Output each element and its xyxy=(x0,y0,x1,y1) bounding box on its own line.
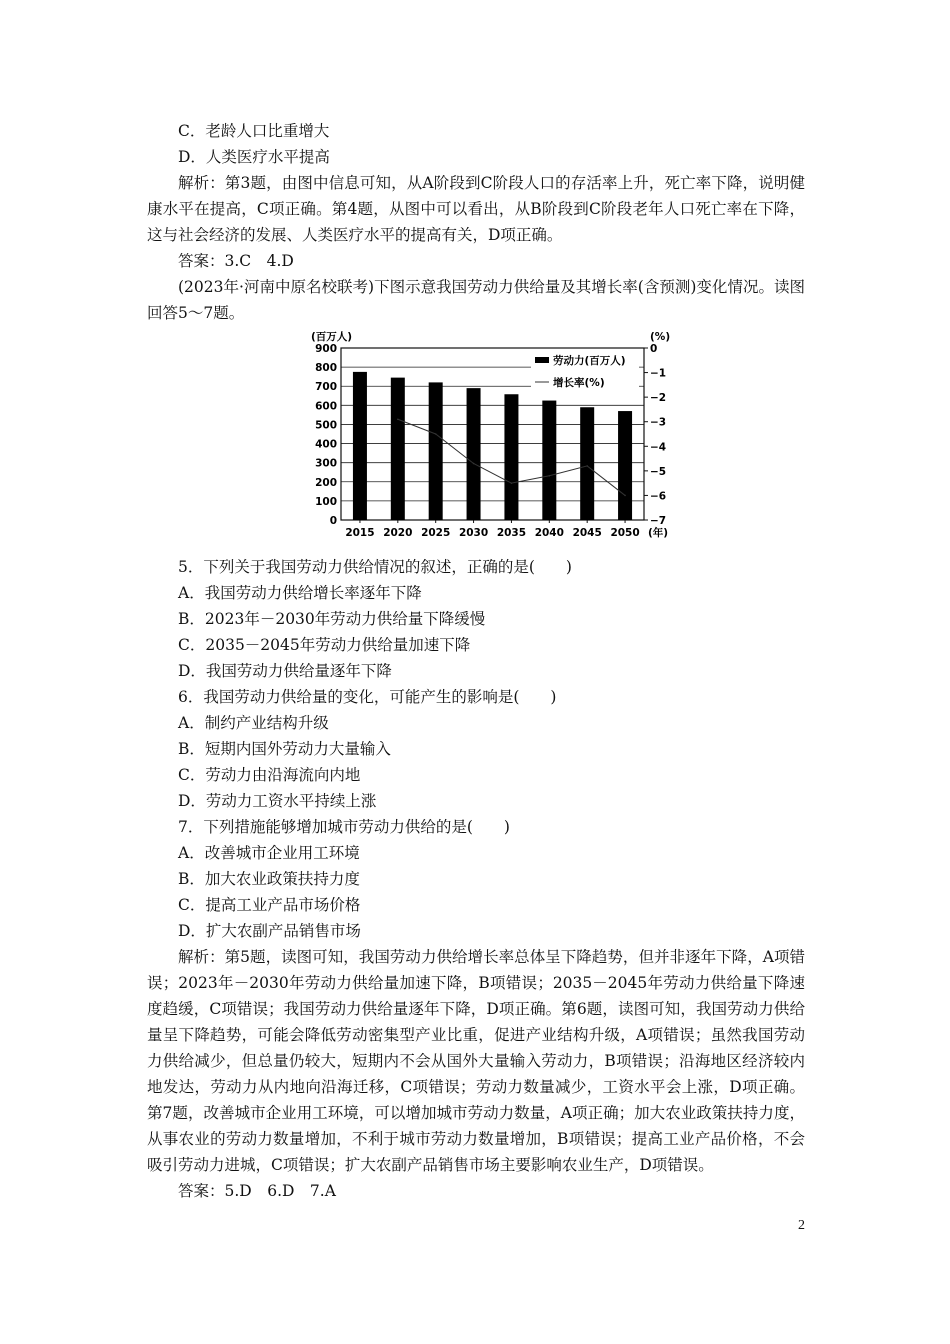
left-tick-label: 300 xyxy=(315,457,337,470)
page-number: 2 xyxy=(798,1218,805,1233)
q7-option-b: B．加大农业政策扶持力度 xyxy=(178,870,360,888)
x-tick-label: 2050 xyxy=(610,527,640,539)
q7-option-d: D．扩大农副产品销售市场 xyxy=(178,922,361,940)
q6-option-c: C．劳动力由沿海流向内地 xyxy=(178,766,361,784)
x-tick-label: 2045 xyxy=(572,527,602,539)
left-tick-label: 100 xyxy=(315,495,337,508)
right-tick-label: −4 xyxy=(650,441,667,454)
x-tick-label: 2025 xyxy=(421,527,451,539)
x-tick-label: 2015 xyxy=(345,527,375,539)
analysis-3-4: 解析：第3题，由图中信息可知，从A阶段到C阶段人口的存活率上升，死亡率下降，说明健康水平在提高，C项正确。第4题，从图中可以看出，从B阶段到C阶段老年人口死亡率在下降，这与社会经济的发展、人类医疗水平的提高有关，D项正确。 xyxy=(147,174,805,244)
right-tick-label: −5 xyxy=(650,465,667,478)
prev-option-d: D．人类医疗水平提高 xyxy=(178,148,330,166)
growth-rate-point xyxy=(624,495,626,497)
bar xyxy=(391,378,405,520)
legend-line-label: 增长率(%) xyxy=(553,377,605,389)
right-axis-label: (%) xyxy=(650,331,671,343)
right-tick-label: −6 xyxy=(650,490,667,503)
q5-stem: 5．下列关于我国劳动力供给情况的叙述，正确的是( ) xyxy=(178,558,572,576)
bar xyxy=(353,372,367,520)
growth-rate-point xyxy=(435,433,437,435)
right-tick-label: −1 xyxy=(650,367,667,380)
q5-option-b: B．2023年－2030年劳动力供给量下降缓慢 xyxy=(178,610,486,628)
left-tick-label: 800 xyxy=(315,362,337,375)
bar xyxy=(580,407,594,520)
x-tick-label: 2035 xyxy=(496,527,527,539)
q7-option-c: C．提高工业产品市场价格 xyxy=(178,896,361,914)
x-tick-label: 2020 xyxy=(383,527,413,539)
q7-option-a: A．改善城市企业用工环境 xyxy=(178,844,360,862)
legend-bar-swatch xyxy=(535,357,549,363)
bar xyxy=(618,411,632,520)
q6-option-a: A．制约产业结构升级 xyxy=(178,714,329,732)
bar xyxy=(504,394,518,520)
document-page xyxy=(147,118,805,1204)
q5-option-c: C．2035－2045年劳动力供给量加速下降 xyxy=(178,636,471,654)
q6-option-d: D．劳动力工资水平持续上涨 xyxy=(178,792,377,810)
growth-rate-point xyxy=(549,475,551,477)
analysis-5-7: 解析：第5题，读图可知，我国劳动力供给增长率总体呈下降趋势，但并非逐年下降，A项错误；2023年－2030年劳动力供给量加速下降，B项错误；2035－2045年劳动力供给量下降速度趋缓，C项错误；我国劳动力供给量逐年下降，D项正确。第6题，读图可知，我国劳动力供给量呈下降趋势，可能会降低劳动密集型产业比重，促进产业结构升级，A项错误；虽然我国劳动力供给减少，但总量仍较大，短期内不会从国外大量输入劳动力，B项错误；沿海地区经济较内地发达，劳动力从内地向沿海迁移，C项错误；劳动力数量减少，工资水平会上涨，D项正确。第7题，改善城市企业用工环境，可以增加城市劳动力数量，A项正确；加大农业政策扶持力度，从事农业的劳动力数量增加，不利于城市劳动力数量增加，B项错误；提高工业产品价格，不会吸引劳动力进城，C项错误；扩大农副产品销售市场主要影响农业生产，D项错误。 xyxy=(147,948,805,1174)
bar xyxy=(542,401,556,520)
q5-option-d: D．我国劳动力供给量逐年下降 xyxy=(178,662,392,680)
right-tick-label: 0 xyxy=(650,343,658,355)
growth-rate-point xyxy=(397,418,399,420)
bar xyxy=(467,388,481,520)
chart-container xyxy=(147,326,805,552)
q5-option-a: A．我国劳动力供给增长率逐年下降 xyxy=(178,584,422,602)
x-unit-label: (年) xyxy=(648,527,669,539)
growth-rate-point xyxy=(511,482,513,484)
x-tick-label: 2030 xyxy=(458,527,489,539)
left-tick-label: 0 xyxy=(329,515,337,527)
q6-stem: 6．我国劳动力供给量的变化，可能产生的影响是( ) xyxy=(178,688,557,706)
bar xyxy=(429,382,443,520)
x-tick-label: 2040 xyxy=(534,527,564,539)
left-tick-label: 500 xyxy=(315,419,337,432)
left-tick-label: 400 xyxy=(315,438,337,451)
growth-rate-point xyxy=(586,465,588,467)
prev-option-c: C．老龄人口比重增大 xyxy=(178,122,330,140)
left-tick-label: 900 xyxy=(315,343,337,355)
labor-supply-chart xyxy=(309,328,679,550)
question-intro: (2023年·河南中原名校联考)下图示意我国劳动力供给量及其增长率(含预测)变化情况。读图回答5～7题。 xyxy=(147,278,805,322)
right-tick-label: −7 xyxy=(650,515,667,527)
left-tick-label: 600 xyxy=(315,400,337,413)
answer-5-7: 答案：5.D 6.D 7.A xyxy=(178,1182,336,1200)
q6-option-b: B．短期内国外劳动力大量输入 xyxy=(178,740,391,758)
legend-bar-label: 劳动力(百万人) xyxy=(553,355,626,367)
left-tick-label: 200 xyxy=(315,476,337,489)
growth-rate-point xyxy=(473,463,475,465)
right-tick-label: −3 xyxy=(650,416,667,429)
answer-3-4: 答案：3.C 4.D xyxy=(178,252,294,270)
left-tick-label: 700 xyxy=(315,381,337,394)
q7-stem: 7．下列措施能够增加城市劳动力供给的是( ) xyxy=(178,818,510,836)
left-axis-label: (百万人) xyxy=(311,331,353,343)
right-tick-label: −2 xyxy=(650,392,667,405)
